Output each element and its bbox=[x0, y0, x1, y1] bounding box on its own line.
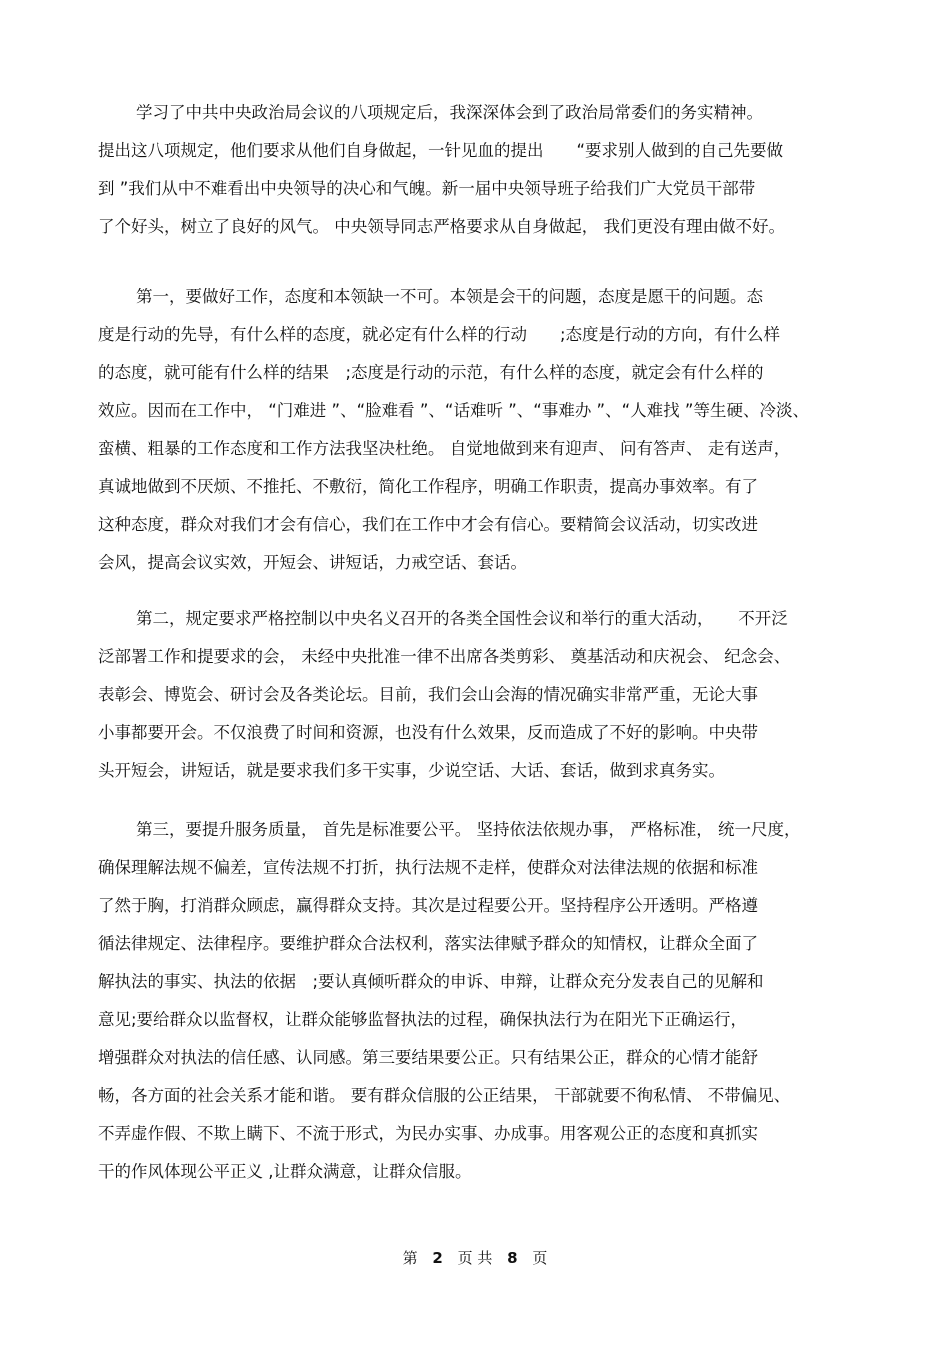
footer-middle: 页 共 bbox=[457, 1249, 493, 1267]
text-line: 蛮横、粗暴的工作态度和工作方法我坚决杜绝。 自觉地做到来有迎声、 问有答声、 走有送声， bbox=[98, 439, 791, 458]
text-line: 了个好头，树立了良好的风气。 中央领导同志严格要求从自身做起， 我们更没有理由做不好。 bbox=[98, 217, 785, 236]
text-line: 干的作风体现公平正义 ,让群众满意，让群众信服。 bbox=[98, 1162, 472, 1181]
text-line: 效应。因而在工作中， “门难进 ”、“脸难看 ”、“话难听 ”、“事难办 ”、“人难找 ”等生硬、冷淡、 bbox=[98, 401, 809, 420]
page-footer bbox=[0, 1246, 950, 1270]
text-line: 第二，规定要求严格控制以中央名义召开的各类全国性会议和举行的重大活动， 不开泛 bbox=[136, 609, 788, 628]
text-line: 了然于胸，打消群众顾虑，赢得群众支持。其次是过程要公开。坚持程序公开透明。严格遵 bbox=[98, 896, 758, 915]
total-pages-number: 8 bbox=[507, 1249, 518, 1267]
paragraph-second bbox=[98, 600, 858, 790]
text-line: 解执法的事实、执法的依据 ;要认真倾听群众的申诉、申辩，让群众充分发表自己的见解和 bbox=[98, 972, 764, 991]
text-line: 第三，要提升服务质量， 首先是标准要公平。 坚持依法依规办事， 严格标准， 统一尺度， bbox=[136, 820, 801, 839]
text-line: 头开短会，讲短话，就是要求我们多干实事，少说空话、大话、套话，做到求真务实。 bbox=[98, 761, 725, 780]
text-line: 增强群众对执法的信任感、认同感。第三要结果要公正。只有结果公正，群众的心情才能舒 bbox=[98, 1048, 758, 1067]
text-line: 意见;要给群众以监督权，让群众能够监督执法的过程，确保执法行为在阳光下正确运行， bbox=[98, 1010, 748, 1029]
text-line: 的态度，就可能有什么样的结果 ;态度是行动的示范，有什么样的态度，就定会有什么样的 bbox=[98, 363, 764, 382]
text-line: 循法律规定、法律程序。要维护群众合法权利，落实法律赋予群众的知情权，让群众全面了 bbox=[98, 934, 758, 953]
text-line: 泛部署工作和提要求的会， 未经中央批准一律不出席各类剪彩、 奠基活动和庆祝会、 纪念会、 bbox=[98, 647, 791, 666]
paragraph-intro bbox=[98, 94, 858, 246]
paragraph-third bbox=[98, 811, 858, 1191]
text-line: 到 ”我们从中不难看出中央领导的决心和气魄。新一届中央领导班子给我们广大党员干部带 bbox=[98, 179, 756, 198]
footer-prefix: 第 bbox=[402, 1249, 418, 1267]
text-line: 度是行动的先导，有什么样的态度，就必定有什么样的行动 ;态度是行动的方向，有什么样 bbox=[98, 325, 781, 344]
text-line: 小事都要开会。不仅浪费了时间和资源，也没有什么效果，反而造成了不好的影响。中央带 bbox=[98, 723, 758, 742]
text-line: 第一，要做好工作，态度和本领缺一不可。本领是会干的问题，态度是愿干的问题。态 bbox=[136, 287, 763, 306]
text-line: 学习了中共中央政治局会议的八项规定后，我深深体会到了政治局常委们的务实精神。 bbox=[136, 103, 763, 122]
paragraph-first bbox=[98, 278, 858, 582]
text-line: 真诚地做到不厌烦、不推托、不敷衍，简化工作程序，明确工作职责，提高办事效率。有了 bbox=[98, 477, 758, 496]
text-line: 会风，提高会议实效，开短会、讲短话，力戒空话、套话。 bbox=[98, 553, 527, 572]
text-line: 这种态度，群众对我们才会有信心，我们在工作中才会有信心。要精简会议活动，切实改进 bbox=[98, 515, 758, 534]
text-line: 提出这八项规定，他们要求从他们自身做起，一针见血的提出 “要求别人做到的自己先要做 bbox=[98, 141, 784, 160]
text-line: 不弄虚作假、不欺上瞒下、不流于形式，为民办实事、办成事。用客观公正的态度和真抓实 bbox=[98, 1124, 758, 1143]
text-line: 表彰会、博览会、研讨会及各类论坛。目前，我们会山会海的情况确实非常严重，无论大事 bbox=[98, 685, 758, 704]
current-page-number: 2 bbox=[432, 1249, 443, 1267]
text-line: 确保理解法规不偏差，宣传法规不打折，执行法规不走样，使群众对法律法规的依据和标准 bbox=[98, 858, 758, 877]
footer-suffix: 页 bbox=[532, 1249, 548, 1267]
text-line: 畅，各方面的社会关系才能和谐。 要有群众信服的公正结果， 干部就要不徇私情、 不带偏见、 bbox=[98, 1086, 791, 1105]
